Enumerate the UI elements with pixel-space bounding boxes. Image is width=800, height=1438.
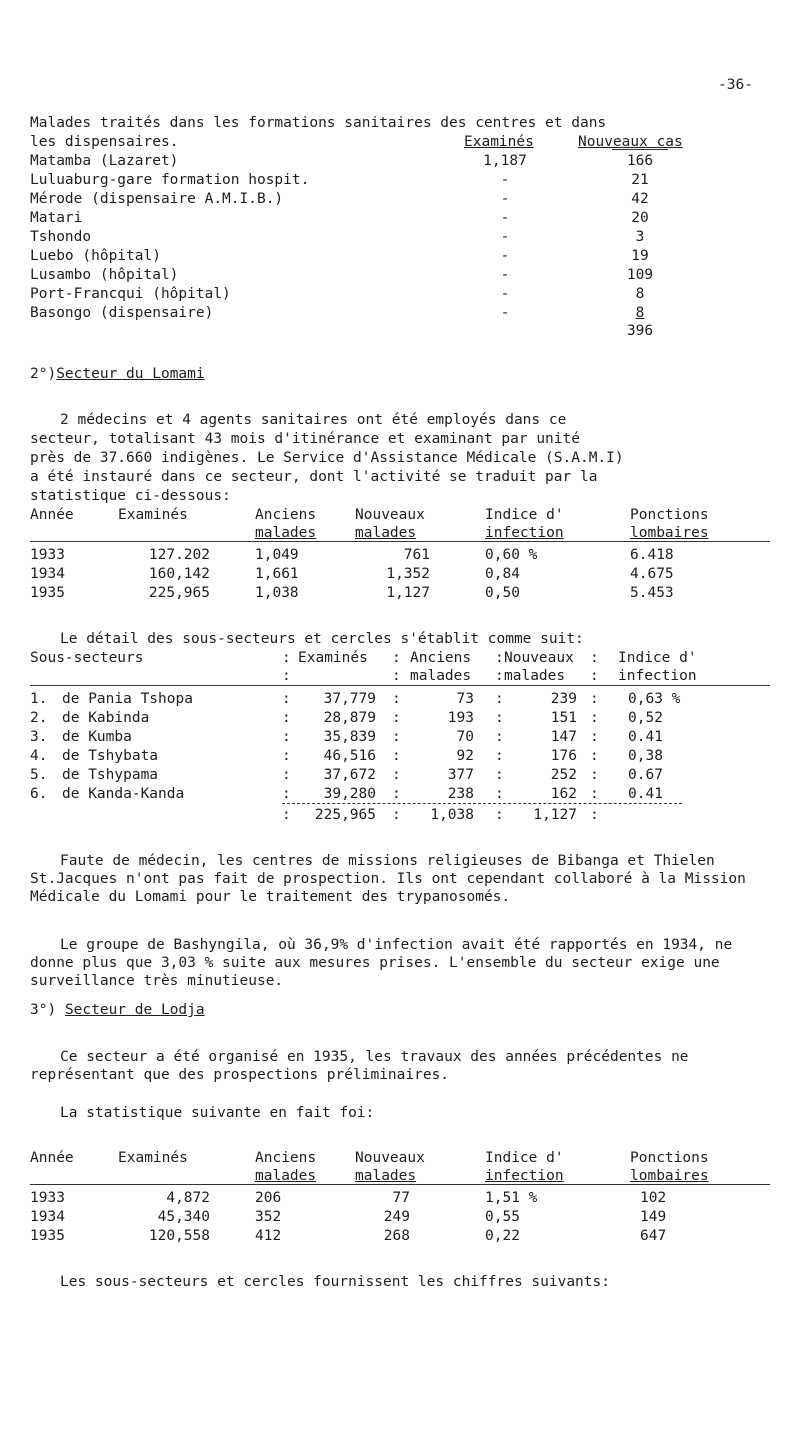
td-examines: 28,879 — [323, 710, 376, 726]
td-examines: 35,839 — [323, 729, 376, 745]
colon: : — [495, 668, 504, 684]
th-examines: Examinés — [298, 650, 368, 666]
list-item-nouveaux: 3 — [635, 229, 645, 245]
td-name: de Kabinda — [62, 710, 150, 726]
colon: : — [282, 729, 291, 745]
paragraph-line: 2 médecins et 4 agents sanitaires ont été employés dans ce — [60, 412, 567, 428]
th-anciens-2: malades — [255, 525, 317, 541]
total-examines: 225,965 — [314, 807, 376, 823]
th-indice-2: infection — [618, 668, 697, 684]
td-indice: 0.41 — [628, 786, 663, 802]
th-anciens: Anciens — [410, 650, 472, 666]
colon: : — [392, 786, 401, 802]
th-ponctions-2: lombaires — [630, 1168, 709, 1184]
th-annee: Année — [30, 1150, 74, 1166]
heading-number: 2°) — [30, 366, 57, 382]
th-ponctions: Ponctions — [630, 507, 709, 523]
paragraph-line: statistique ci-dessous: — [30, 488, 231, 504]
list-item-examines: - — [500, 248, 510, 264]
list-item-name: Port-Francqui (hôpital) — [30, 286, 231, 302]
colon: : — [495, 710, 504, 726]
th-nouveaux: Nouveaux — [355, 507, 425, 523]
th-anciens: Anciens — [255, 507, 317, 523]
colon: : — [495, 807, 504, 823]
list-item-nouveaux: 166 — [626, 153, 654, 169]
page-number: -36- — [718, 77, 753, 93]
list-item-nouveaux: 8 — [635, 305, 645, 321]
rule — [612, 149, 668, 150]
td-annee: 1934 — [30, 566, 65, 582]
td-num: 2. — [30, 710, 48, 726]
th-annee: Année — [30, 507, 74, 523]
td-nouveaux: 176 — [550, 748, 577, 764]
td-indice: 0,38 — [628, 748, 663, 764]
td-examines: 45,340 — [157, 1209, 210, 1225]
th-indice: Indice d' — [485, 1150, 564, 1166]
heading-title: Secteur de Lodja — [64, 1002, 205, 1018]
detail-intro: Le détail des sous-secteurs et cercles s'établit comme suit: — [60, 631, 584, 647]
paragraph-faute-de-medecin: Faute de médecin, les centres de missions religieuses de Bibanga et Thielen St.Jacques n'ont pas fait de prospection. Ils ont cependant collaboré à la Mission Médicale du Lomami pour le traitement des trypanosomés. — [30, 853, 746, 905]
td-examines: 4,872 — [166, 1190, 210, 1206]
th-nouveaux: Nouveaux — [504, 650, 574, 666]
th-ponctions-2: lombaires — [630, 525, 709, 541]
list-item-examines: - — [500, 267, 510, 283]
td-examines: 39,280 — [323, 786, 376, 802]
th-anciens-2: malades — [410, 668, 472, 684]
colon: : — [590, 729, 599, 745]
list-item-examines: - — [500, 305, 510, 321]
td-indice: 0.41 — [628, 729, 663, 745]
colon: : — [282, 691, 291, 707]
list-item-nouveaux: 8 — [635, 286, 645, 302]
td-anciens: 193 — [447, 710, 474, 726]
td-examines: 225,965 — [148, 585, 210, 601]
td-num: 6. — [30, 786, 48, 802]
table-rule — [30, 685, 770, 686]
td-anciens: 238 — [447, 786, 474, 802]
list-item-examines: - — [500, 210, 510, 226]
list-item-name: Basongo (dispensaire) — [30, 305, 214, 321]
td-anciens: 73 — [456, 691, 474, 707]
th-examines: Examinés — [118, 1150, 188, 1166]
td-num: 4. — [30, 748, 48, 764]
td-num: 3. — [30, 729, 48, 745]
td-indice: 0,22 — [485, 1228, 520, 1244]
td-num: 5. — [30, 767, 48, 783]
td-nouveaux: 1,352 — [386, 566, 430, 582]
colon: : — [392, 807, 401, 823]
td-name: de Kumba — [62, 729, 132, 745]
td-anciens: 1,661 — [255, 566, 299, 582]
td-nouveaux: 77 — [392, 1190, 410, 1206]
colon: : — [590, 710, 599, 726]
colon: : — [282, 668, 291, 684]
colon: : — [392, 650, 401, 666]
td-examines: 160,142 — [148, 566, 210, 582]
colon: : — [392, 710, 401, 726]
th-anciens-2: malades — [255, 1168, 317, 1184]
col-header-nouveaux: Nouveaux cas — [578, 134, 683, 150]
colon: : — [282, 767, 291, 783]
td-name: de Tshybata — [62, 748, 159, 764]
td-ponctions: 6.418 — [630, 547, 674, 563]
list-item-name: Lusambo (hôpital) — [30, 267, 179, 283]
td-anciens: 206 — [255, 1190, 282, 1206]
td-nouveaux: 252 — [550, 767, 577, 783]
th-anciens: Anciens — [255, 1150, 317, 1166]
colon: : — [392, 729, 401, 745]
td-ponctions: 5.453 — [630, 585, 674, 601]
colon: : — [590, 807, 599, 823]
paragraph-line: secteur, totalisant 43 mois d'itinérance et examinant par unité — [30, 431, 580, 447]
th-nouveaux: Nouveaux — [355, 1150, 425, 1166]
td-indice: 0,55 — [485, 1209, 520, 1225]
th-sous-secteurs: Sous-secteurs — [30, 650, 144, 666]
th-indice-2: infection — [485, 525, 564, 541]
list-item-name: Tshondo — [30, 229, 92, 245]
list-item-nouveaux: 19 — [631, 248, 649, 264]
colon: : — [590, 691, 599, 707]
paragraph-organise: Ce secteur a été organisé en 1935, les travaux des années précédentes ne représentant que des prospections préliminaires. — [30, 1049, 689, 1083]
list-item-name: Luluaburg-gare formation hospit. — [30, 172, 310, 188]
colon: : — [495, 767, 504, 783]
colon: : — [392, 691, 401, 707]
td-indice: 0.67 — [628, 767, 663, 783]
table-rule — [30, 1184, 770, 1185]
colon: : — [282, 786, 291, 802]
section3-heading — [30, 1003, 205, 1018]
th-nouveaux-2: malades — [355, 525, 417, 541]
td-indice: 0,50 — [485, 585, 520, 601]
td-name: de Tshypama — [62, 767, 159, 783]
list-item-name: Luebo (hôpital) — [30, 248, 161, 264]
th-indice: Indice d' — [618, 650, 697, 666]
td-ponctions: 102 — [640, 1190, 667, 1206]
total-anciens: 1,038 — [430, 807, 474, 823]
td-indice: 0,52 — [628, 710, 663, 726]
closing-line: Les sous-secteurs et cercles fournissent les chiffres suivants: — [60, 1274, 610, 1290]
list-item-nouveaux: 42 — [631, 191, 649, 207]
td-indice: 0,60 % — [485, 547, 538, 563]
list-item-examines: - — [500, 191, 510, 207]
td-anciens: 1,049 — [255, 547, 299, 563]
colon: : — [282, 710, 291, 726]
td-annee: 1933 — [30, 547, 65, 563]
td-anciens: 92 — [456, 748, 474, 764]
heading-number: 3°) — [30, 1002, 57, 1018]
td-nouveaux: 162 — [550, 786, 577, 802]
colon: : — [392, 668, 401, 684]
paragraph-bashyngila: Le groupe de Bashyngila, où 36,9% d'infection avait été rapportés en 1934, ne donne plus que 3,03 % suite aux mesures prises. L'ensemble du secteur exige une surveillance très minutieuse. — [30, 937, 733, 989]
td-examines: 37,779 — [323, 691, 376, 707]
colon: : — [392, 767, 401, 783]
td-examines: 127.202 — [148, 547, 210, 563]
td-anciens: 377 — [447, 767, 474, 783]
td-indice: 0,84 — [485, 566, 520, 582]
table-rule — [30, 541, 770, 542]
td-nouveaux: 151 — [550, 710, 577, 726]
list-item-name: Matari — [30, 210, 83, 226]
td-anciens: 70 — [456, 729, 474, 745]
section2-heading — [30, 367, 205, 382]
td-anciens: 412 — [255, 1228, 282, 1244]
td-anciens: 1,038 — [255, 585, 299, 601]
table-rule — [282, 803, 682, 804]
intro-line-1: Malades traités dans les formations sanitaires des centres et dans — [30, 115, 607, 131]
td-nouveaux: 147 — [550, 729, 577, 745]
td-ponctions: 4.675 — [630, 566, 674, 582]
colon: : — [392, 748, 401, 764]
colon: : — [495, 786, 504, 802]
list-item-nouveaux: 21 — [631, 172, 649, 188]
th-ponctions: Ponctions — [630, 1150, 709, 1166]
col-header-examines: Examinés — [464, 134, 534, 150]
td-indice: 1,51 % — [485, 1190, 538, 1206]
list-item-examines: - — [500, 172, 510, 188]
td-indice: 0,63 % — [628, 691, 681, 707]
td-nouveaux: 249 — [383, 1209, 410, 1225]
td-nouveaux: 268 — [383, 1228, 410, 1244]
list-item-examines: - — [500, 286, 510, 302]
td-annee: 1933 — [30, 1190, 65, 1206]
th-indice-2: infection — [485, 1168, 564, 1184]
td-nouveaux: 761 — [403, 547, 430, 563]
colon: : — [590, 668, 599, 684]
colon: : — [590, 767, 599, 783]
td-examines: 120,558 — [148, 1228, 210, 1244]
td-examines: 46,516 — [323, 748, 376, 764]
colon: : — [495, 748, 504, 764]
td-nouveaux: 1,127 — [386, 585, 430, 601]
paragraph-statistique: La statistique suivante en fait foi: — [60, 1105, 375, 1121]
td-anciens: 352 — [255, 1209, 282, 1225]
td-annee: 1935 — [30, 1228, 65, 1244]
td-annee: 1935 — [30, 585, 65, 601]
td-examines: 37,672 — [323, 767, 376, 783]
paragraph-line: près de 37.660 indigènes. Le Service d'Assistance Médicale (S.A.M.I) — [30, 450, 624, 466]
td-ponctions: 647 — [640, 1228, 667, 1244]
colon: : — [590, 650, 599, 666]
th-examines: Examinés — [118, 507, 188, 523]
intro-line-2: les dispensaires. — [30, 134, 179, 150]
td-nouveaux: 239 — [550, 691, 577, 707]
td-ponctions: 149 — [640, 1209, 667, 1225]
colon: : — [282, 650, 291, 666]
list-item-examines: - — [500, 229, 510, 245]
colon: : — [282, 807, 291, 823]
paragraph-line: a été instauré dans ce secteur, dont l'activité se traduit par la — [30, 469, 598, 485]
colon: : — [590, 748, 599, 764]
colon: : — [495, 650, 504, 666]
th-nouveaux-2: malades — [355, 1168, 417, 1184]
colon: : — [282, 748, 291, 764]
list-item-name: Mérode (dispensaire A.M.I.B.) — [30, 191, 284, 207]
total-nouveaux: 1,127 — [533, 807, 577, 823]
colon: : — [495, 691, 504, 707]
th-nouveaux-2: malades — [504, 668, 566, 684]
td-annee: 1934 — [30, 1209, 65, 1225]
td-name: de Kanda-Kanda — [62, 786, 185, 802]
total-value: 396 — [626, 323, 654, 339]
colon: : — [590, 786, 599, 802]
td-name: de Pania Tshopa — [62, 691, 193, 707]
colon: : — [495, 729, 504, 745]
list-item-examines: 1,187 — [483, 153, 527, 169]
list-item-nouveaux: 109 — [626, 267, 654, 283]
list-item-nouveaux: 20 — [631, 210, 649, 226]
list-item-name: Matamba (Lazaret) — [30, 153, 179, 169]
td-num: 1. — [30, 691, 48, 707]
heading-title: Secteur du Lomami — [56, 366, 205, 382]
th-indice: Indice d' — [485, 507, 564, 523]
